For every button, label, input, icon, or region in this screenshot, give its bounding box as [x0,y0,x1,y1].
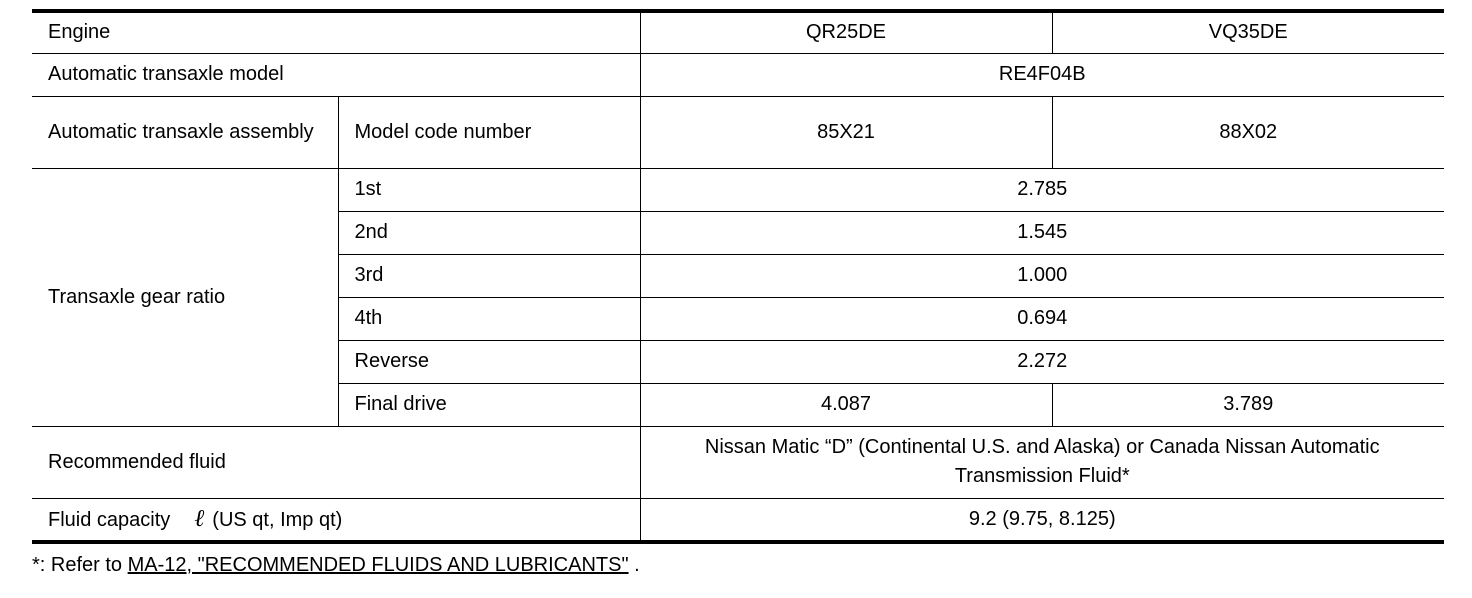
model-code-row [32,96,1444,168]
transaxle-model-row [32,53,1444,96]
liter-symbol: ℓ [194,503,205,532]
model-code-label: Model code number [338,96,640,168]
model-code-qr25de: 85X21 [640,96,1052,168]
final-drive-qr25de: 4.087 [640,383,1052,426]
fluid-row [32,426,1444,498]
engine-label: Engine [32,11,640,53]
transaxle-model-value: RE4F04B [640,53,1444,96]
specifications-table [32,9,1444,544]
gear-name: 2nd [338,211,640,254]
gear-row-1st [32,168,1444,211]
gear-name: 3rd [338,254,640,297]
capacity-label-cell [32,498,640,542]
fluid-value: Nissan Matic “D” (Continental U.S. and Alaska) or Canada Nissan Automatic Transmission Fluid* [640,426,1444,498]
gear-value: 1.000 [640,254,1444,297]
capacity-value: 9.2 (9.75, 8.125) [640,498,1444,542]
engine-qr25de: QR25DE [640,11,1052,53]
gear-ratio-label: Transaxle gear ratio [32,168,338,426]
engine-vq35de: VQ35DE [1052,11,1444,53]
gear-name: 4th [338,297,640,340]
gear-value: 1.545 [640,211,1444,254]
engine-row [32,11,1444,53]
final-drive-label: Final drive [338,383,640,426]
model-code-vq35de: 88X02 [1052,96,1444,168]
transaxle-model-label: Automatic transaxle model [32,53,640,96]
footnote [32,552,640,578]
gear-value: 2.785 [640,168,1444,211]
capacity-row [32,498,1444,542]
gear-value: 0.694 [640,297,1444,340]
fluid-label: Recommended fluid [32,426,640,498]
gear-name: Reverse [338,340,640,383]
final-drive-vq35de: 3.789 [1052,383,1444,426]
capacity-label: Fluid capacity [48,508,171,531]
gear-name: 1st [338,168,640,211]
capacity-unit: (US qt, Imp qt) [212,508,343,531]
gear-value: 2.272 [640,340,1444,383]
footnote-suffix: . [634,554,640,576]
recommended-fluids-link[interactable]: MA-12, "RECOMMENDED FLUIDS AND LUBRICANTS" [127,554,629,576]
footnote-prefix: *: Refer to [32,554,123,576]
assembly-label: Automatic transaxle assembly [32,96,338,168]
